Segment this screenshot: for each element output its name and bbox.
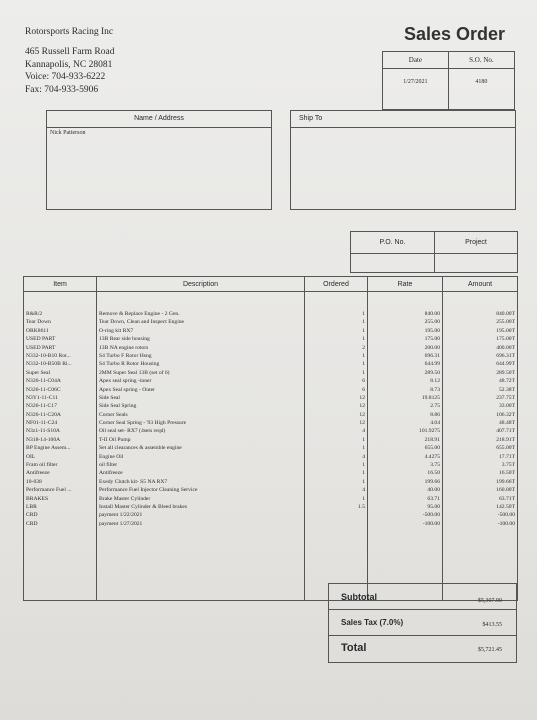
line-item-description: T-II Oil Pump xyxy=(99,436,131,443)
line-item-ordered: 4 xyxy=(362,487,365,494)
line-item-ordered: 1 xyxy=(362,495,365,502)
name-address-box xyxy=(46,110,272,210)
line-item-rate: -500.00 xyxy=(422,512,440,519)
name-address-label: Name / Address xyxy=(47,111,271,128)
line-item-amount: 195.00T xyxy=(496,327,515,334)
col-header-description: Description xyxy=(97,277,305,292)
line-item-code: CRD xyxy=(26,512,38,519)
col-header-amount: Amount xyxy=(443,277,518,292)
line-item-code: N332-10-B50B Ri... xyxy=(26,361,72,368)
line-item-code: N3z1-11-S10A xyxy=(26,428,60,435)
line-item-code: N326-11-C20A xyxy=(26,411,61,418)
so-label: S.O. No. xyxy=(448,52,514,69)
line-item-ordered: 4 xyxy=(362,428,365,435)
line-item-description: O-ring kit RX7 xyxy=(99,327,134,334)
project-label: Project xyxy=(435,232,517,254)
line-item-amount: 17.71T xyxy=(498,453,515,460)
line-item-description: payment 1/22/2021 xyxy=(99,512,143,519)
line-item-ordered: 1 xyxy=(362,319,365,326)
line-item-amount: 400.00T xyxy=(496,344,515,351)
line-item-amount: 48.72T xyxy=(498,378,515,385)
line-item-description: Side Seal xyxy=(99,394,120,401)
line-item-amount: 63.71T xyxy=(498,495,515,502)
line-item-code: USED PART xyxy=(26,344,56,351)
address-line: Fax: 704-933-5906 xyxy=(25,84,99,95)
col-header-rate: Rate xyxy=(368,277,443,292)
line-item-code: Performance Fuel ... xyxy=(26,487,72,494)
address-line: Kannapolis, NC 28081 xyxy=(25,59,113,70)
line-item-description: Oil seal set- RX7 (4sets reqd) xyxy=(99,428,166,435)
line-item-rate: 655.00 xyxy=(424,445,440,452)
line-item-rate: 199.66 xyxy=(424,478,440,485)
line-item-description: Exedy Clutch kit- S5 NA RX7 xyxy=(99,478,168,485)
line-item-description: Engine Oil xyxy=(99,453,124,460)
line-item-rate: 8.86 xyxy=(430,411,440,418)
line-item-amount: 255.00T xyxy=(496,319,515,326)
line-item-rate: 644.99 xyxy=(424,361,440,368)
line-item-code: BRAKES xyxy=(26,495,49,502)
line-item-code: CRD xyxy=(26,520,38,527)
line-item-ordered: 1 xyxy=(362,478,365,485)
line-item-rate: 175.00 xyxy=(424,336,440,343)
line-item-ordered: 1 xyxy=(362,352,365,359)
total-label: Total xyxy=(341,642,367,654)
line-item-rate: 95.00 xyxy=(427,503,440,510)
line-item-code: OIL xyxy=(26,453,36,460)
line-item-rate: 195.00 xyxy=(424,327,440,334)
line-item-ordered: 6 xyxy=(362,378,365,385)
line-item-description: payment 1/27/2021 xyxy=(99,520,143,527)
line-item-description: Tear Down, Clean and Inspect Engine xyxy=(99,319,185,326)
sales-tax-value: $413.55 xyxy=(482,622,502,628)
line-item-amount: 237.75T xyxy=(496,394,515,401)
line-item-code: N318-14-100A xyxy=(26,436,61,443)
line-item-amount: 175.00T xyxy=(496,336,515,343)
line-item-amount: 3.75T xyxy=(501,462,515,469)
totals-box xyxy=(328,583,517,663)
line-item-rate: 40.00 xyxy=(427,487,440,494)
line-item-amount: 655.00T xyxy=(496,445,515,452)
line-item-rate: 63.71 xyxy=(427,495,440,502)
subtotal-row xyxy=(329,584,516,610)
amount-column xyxy=(443,292,518,601)
line-item-ordered: 1 xyxy=(362,327,365,334)
line-item-rate: 696.31 xyxy=(424,352,440,359)
line-item-amount: 160.00T xyxy=(496,487,515,494)
line-item-rate: 101.9275 xyxy=(419,428,440,435)
total-value: $5,721.45 xyxy=(478,647,502,653)
line-item-amount: 48.48T xyxy=(498,420,515,427)
line-item-amount: 696.31T xyxy=(496,352,515,359)
line-item-ordered: 12 xyxy=(359,420,365,427)
line-item-description: Corner Seals xyxy=(99,411,128,418)
line-item-code: N326-11-C17 xyxy=(26,403,57,410)
line-item-ordered xyxy=(307,511,365,519)
date-so-table xyxy=(382,51,515,110)
po-divider xyxy=(434,253,435,272)
line-item-amount: 289.50T xyxy=(496,369,515,376)
so-value: 4180 xyxy=(448,69,514,110)
line-item-ordered: 1 xyxy=(362,369,365,376)
line-item-amount: 142.50T xyxy=(496,503,515,510)
line-item-code: LBR xyxy=(26,503,37,510)
line-item-description: Antifreeze xyxy=(99,470,123,477)
line-item-amount: 644.99T xyxy=(496,361,515,368)
line-item-code: 10-038 xyxy=(26,478,42,485)
line-item-description: Side Seal Spring xyxy=(99,403,137,410)
line-item-description: 13B Rear side housing xyxy=(99,336,150,343)
line-item-ordered: 12 xyxy=(359,403,365,410)
sales-tax-label: Sales Tax (7.0%) xyxy=(341,618,404,627)
line-item-rate: 4.04 xyxy=(430,420,440,427)
line-item-ordered: 4 xyxy=(362,453,365,460)
line-item-code: N326-11-C06C xyxy=(26,386,61,393)
line-item-amount: 16.50T xyxy=(498,470,515,477)
line-item-ordered: 1 xyxy=(362,336,365,343)
line-item-description: Performance Fuel Injector Cleaning Service xyxy=(99,487,198,494)
line-item-amount: 33.00T xyxy=(498,403,515,410)
ship-to-label: Ship To xyxy=(291,111,515,128)
rate-column xyxy=(368,292,443,601)
line-item-ordered xyxy=(307,520,365,528)
line-item-rate: 218.91 xyxy=(424,436,440,443)
subtotal-value: $5,307.90 xyxy=(478,598,502,604)
ordered-column xyxy=(305,292,368,601)
customer-name: Nick Patterson xyxy=(50,130,86,136)
line-item-code: Fram oil filter xyxy=(26,462,58,469)
line-item-rate: 8.73 xyxy=(430,386,440,393)
line-item-amount: 407.71T xyxy=(496,428,515,435)
line-item-rate: 840.00 xyxy=(424,311,440,317)
subtotal-label: Subtotal xyxy=(341,592,377,602)
line-item-description: S4 Turbo R Rotor Housing xyxy=(99,361,160,368)
line-item-rate: 16.50 xyxy=(427,470,440,477)
address-line: Voice: 704-933-6222 xyxy=(25,72,106,82)
line-item-code: BP Engine Assem... xyxy=(26,445,71,452)
line-item-rate: 200.00 xyxy=(424,344,440,351)
sales-tax-row xyxy=(329,610,516,636)
line-item-code: Tear Down xyxy=(26,319,51,326)
ship-to-box xyxy=(290,110,516,210)
line-item-rate: 255.00 xyxy=(424,319,440,326)
col-header-item: Item xyxy=(24,277,97,292)
line-item-code: N326-11-C04A xyxy=(26,378,61,385)
line-item-amount: 52.38T xyxy=(498,386,515,393)
line-item-ordered: 1 xyxy=(362,436,365,443)
line-item-rate: 289.50 xyxy=(424,369,440,376)
document-title: Sales Order xyxy=(404,24,506,44)
company-name: Rotorsports Racing Inc xyxy=(25,27,114,37)
line-item-code: NF01-11-C24 xyxy=(26,420,58,427)
line-item-ordered: 1.5 xyxy=(358,503,365,510)
line-item-ordered: 12 xyxy=(359,411,365,418)
line-item-rate: 4.4275 xyxy=(424,453,440,460)
line-item-ordered: 2 xyxy=(362,344,365,351)
date-value: 1/27/2021 xyxy=(383,69,449,110)
line-item-description: Apex Seal spring - Outer xyxy=(99,386,155,393)
company-address xyxy=(25,46,114,96)
line-item-code: ORK8611 xyxy=(26,327,49,334)
line-item-ordered: 1 xyxy=(362,470,365,477)
line-item-description: oil filter xyxy=(99,462,118,469)
po-label: P.O. No. xyxy=(351,232,435,254)
line-item-rate: 8.12 xyxy=(430,378,440,385)
line-item-description: Install Master Cylinder & Bleed brakes xyxy=(99,503,188,510)
date-label: Date xyxy=(383,52,449,69)
po-project-box xyxy=(350,231,518,273)
line-item-code: N3Y1-11-C11 xyxy=(26,394,58,401)
line-item-rate: 2.75 xyxy=(430,403,440,410)
line-item-code: N332-10-B10 Rot... xyxy=(26,352,71,359)
description-column xyxy=(97,292,305,601)
line-item-rate: -100.00 xyxy=(422,520,440,527)
line-item-ordered: 1 xyxy=(362,311,365,317)
line-item-ordered: 12 xyxy=(359,394,365,401)
line-item-amount: 106.32T xyxy=(496,411,515,418)
line-item-description: Remove & Replace Engine - 2 Gen. xyxy=(99,311,180,317)
line-item-ordered: 1 xyxy=(362,361,365,368)
total-row xyxy=(329,636,516,662)
line-item-description: Set all clearances & assemble engine xyxy=(99,445,182,452)
line-item-code: USED PART xyxy=(26,336,56,343)
line-item-amount: -100.00 xyxy=(497,520,515,527)
line-items-table xyxy=(23,276,518,601)
line-item-description: Apex seal spring -inner xyxy=(99,378,152,385)
line-item-amount: 840.00T xyxy=(496,311,515,317)
line-item-description: S4 Turbo F Rotor Hsng xyxy=(99,352,152,359)
line-item-description: 2MM Super Seal 13B (set of 6) xyxy=(99,369,170,376)
line-item-description: Brake Master Cylinder xyxy=(99,495,151,502)
line-item-ordered: 6 xyxy=(362,386,365,393)
line-item-code: Super Seal xyxy=(26,369,51,376)
line-item-code: Antifreeze xyxy=(26,470,50,477)
col-header-ordered: Ordered xyxy=(305,277,368,292)
line-item-code: R&R/2 xyxy=(26,311,43,317)
line-item-amount: 218.91T xyxy=(496,436,515,443)
line-item-amount: 199.66T xyxy=(496,478,515,485)
line-item-rate: 3.75 xyxy=(430,462,440,469)
line-item-description: 13B NA engine rotors xyxy=(99,344,149,351)
item-column xyxy=(24,292,97,601)
line-item-amount: -500.00 xyxy=(497,512,515,519)
line-item-ordered: 1 xyxy=(362,462,365,469)
line-item-description: Corner Seal Spring - '93 High Pressure xyxy=(99,420,187,427)
address-line: 465 Russell Farm Road xyxy=(25,47,115,57)
line-item-ordered: 1 xyxy=(362,445,365,452)
line-item-rate: 19.8125 xyxy=(421,394,440,401)
